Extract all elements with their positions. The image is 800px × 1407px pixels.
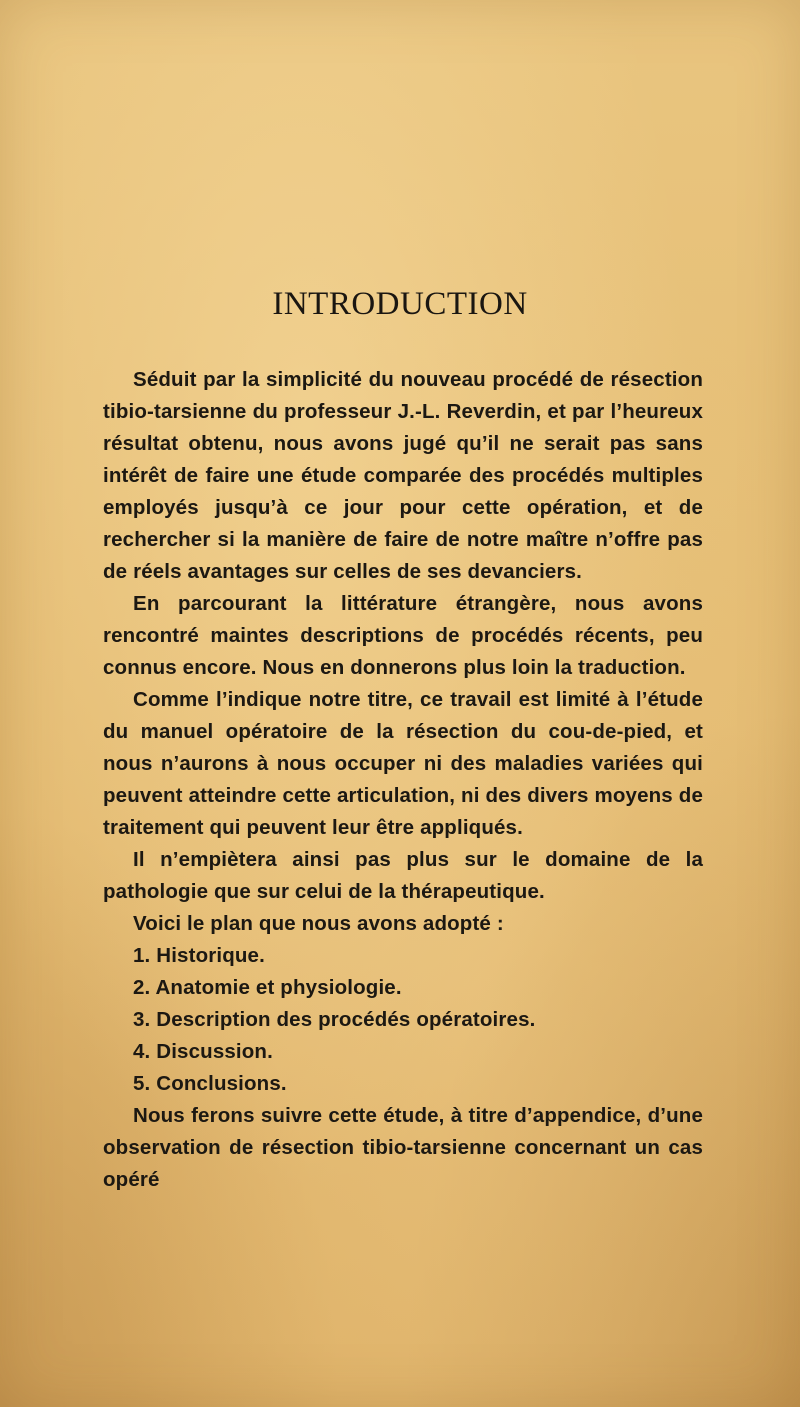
plan-item-1: 1. Historique. (133, 944, 265, 967)
paragraph-1: Séduit par la simplicité du nouveau procédé de résection tibio-tarsienne du professeur J.-L. Reverdin, et par l’heureux résultat obtenu, nous avons jugé qu’il ne serait pas sans intérêt de faire une étude comparée des procédés multiples employés jusqu’à ce jour pour cette opération, et de rechercher si la manière de faire de notre maître n’offre pas de réels avantages sur celles de ses devanciers. (103, 368, 703, 583)
paragraph-2: En parcourant la littérature étrangère, nous avons rencontré maintes descriptions de procédés récents, peu connus encore. Nous en donnerons plus loin la traduction. (103, 592, 703, 679)
plan-item-2: 2. Anatomie et physiologie. (133, 976, 402, 999)
paragraph-4: Il n’empiètera ainsi pas plus sur le domaine de la pathologie que sur celui de la thérapeutique. (103, 848, 703, 903)
plan-item-5: 5. Conclusions. (133, 1072, 287, 1095)
closing-paragraph: Nous ferons suivre cette étude, à titre d’appendice, d’une observation de résection tibio-tarsienne concernant un cas opéré (103, 1104, 703, 1191)
paragraph-5: Voici le plan que nous avons adopté : (133, 912, 504, 935)
body-text (103, 364, 703, 1196)
plan-item-3: 3. Description des procédés opératoires. (133, 1008, 536, 1031)
paragraph-3: Comme l’indique notre titre, ce travail est limité à l’étude du manuel opératoire de la résection du cou-de-pied, et nous n’aurons à nous occuper ni des maladies variées qui peuvent atteindre cette articulation, ni des divers moyens de traitement qui peuvent leur être appliqués. (103, 688, 703, 839)
plan-item-4: 4. Discussion. (133, 1040, 273, 1063)
chapter-title: INTRODUCTION (272, 286, 528, 322)
